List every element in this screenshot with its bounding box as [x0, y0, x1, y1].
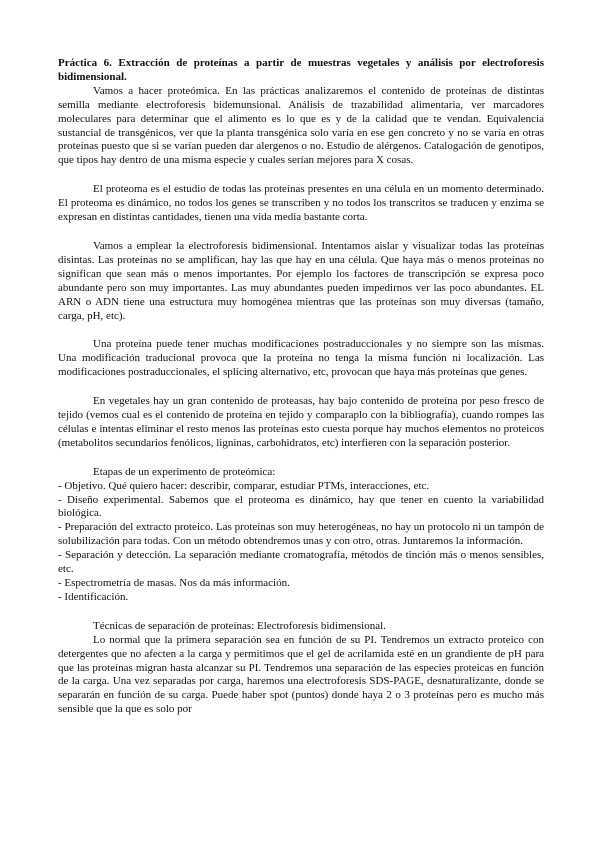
paragraph-intro: Vamos a hacer proteómica. En las prácticas analizaremos el contenido de proteínas de distintas semilla mediante electroforesis bidemunsional. Análisis de trazabilidad alimentaria, ver marcadores moleculares para determinar que el alimento es lo que es y de la calidad que te vendan. Equivalencia sustancial de transgénicos, ver que la planta transgénica solo varía en ese gen concreto y no se varía en otras proteínas puesto que si se varían pueden dar alergenos o no. Estudio de alérgenos. Catalogación de genotipos, que tipos hay dentro de una misma especie y cuales serían mejores para X cosas. [58, 84, 544, 167]
paragraph-proteome: El proteoma es el estudio de todas las proteínas presentes en una célula en un momento determinado. El proteoma es dinámico, no todos los genes se transcriben y no todos los transcritos se traducen y enzima se expresan en distintas cantidades, tienen una vida media bastante corta. [58, 183, 544, 224]
techniques-heading: Técnicas de separación de proteínas: Electroforesis bidimensional. [93, 619, 386, 632]
list-item: - Diseño experimental. Sabemos que el proteoma es dinámico, hay que tener en cuento la variabilidad biológica. [58, 493, 544, 520]
list-item: - Objetivo. Qué quiero hacer: describir, comparar, estudiar PTMs, interacciones, etc. [58, 479, 430, 492]
list-item: - Preparación del extracto proteico. Las proteínas son muy heterogéneas, no hay un protocolo ni un tampón de solubilización para todas. Con un método obtendremos unas y con otro, otras. Juntaremos la información. [58, 521, 544, 548]
paragraph-modifications: Una proteína puede tener muchas modificaciones postraduccionales y no siempre son las mismas. Una modificación traducional provoca que la proteína no tenga la misma función ni localización. Las modificaciones postraduccionales, el splicing alternativo, etc, provocan que haya más proteínas que genes. [58, 338, 544, 379]
list-item: - Identificación. [58, 590, 129, 603]
paragraph-vegetables: En vegetales hay un gran contenido de proteasas, hay bajo contenido de proteína por peso fresco de tejido (vemos cual es el contenido de proteína en tejido y comparарlo con la bibliografía), cuando rompes las células e intentas eliminar el resto menos las proteínas esto cuesta porque hay muchos elementos no proteicos (metabolitos secundarios fenólicos, ligninas, carbohidratos, etc) interfieren con la separación posterior. [58, 395, 544, 449]
list-item: - Separación y detección. La separación mediante cromatografía, métodos de tinción más o menos sensibles, etc. [58, 549, 544, 576]
stages-heading: Etapas de un experimento de proteómica: [93, 465, 276, 478]
document-body [58, 57, 544, 717]
document-title: Práctica 6. Extracción de proteínas a partir de muestras vegetales y análisis por electroforesis bidimensional. [58, 57, 544, 83]
paragraph-techniques: Lo normal que la primera separación sea en función de su PI. Tendremos un extracto proteico con detergentes que no afecten a la carga y permitimos que el gel de acrilamida esté en un grandiente de pH para que las proteínas migran hasta alcanzar su PI. Tendremos una separación de las especies proteicas en función de la carga. Una vez separadas por carga, haremos una electroforesis SDS-PAGE, desnaturalizante, donde se separarán en función de su carga. Puede haber spot (puntos) donde haya 2 o 3 proteínas pero es mucho más sensible que la que es solo por [58, 633, 544, 716]
stages-list [58, 466, 544, 605]
list-item: - Espectrometría de masas. Nos da más información. [58, 577, 290, 589]
paragraph-electrophoresis: Vamos a emplear la electroforesis bidimensional. Intentamos aislar y visualizar todas las proteínas disintas. Las proteínas no se amplifican, hay las que hay en una célula. Que haya más o menos proteínas no significan que sean más o menos importantes. Por ejemplo los factores de transcripción se expresa poco abundante pero son muy importantes. Las muy abundantes pueden impedirnos ver las poco abundantes. EL ARN o ADN tiene una estructura muy homogénea mientras que las proteínas son muy diversas (tamaño, carga, pH, etc). [58, 239, 544, 322]
